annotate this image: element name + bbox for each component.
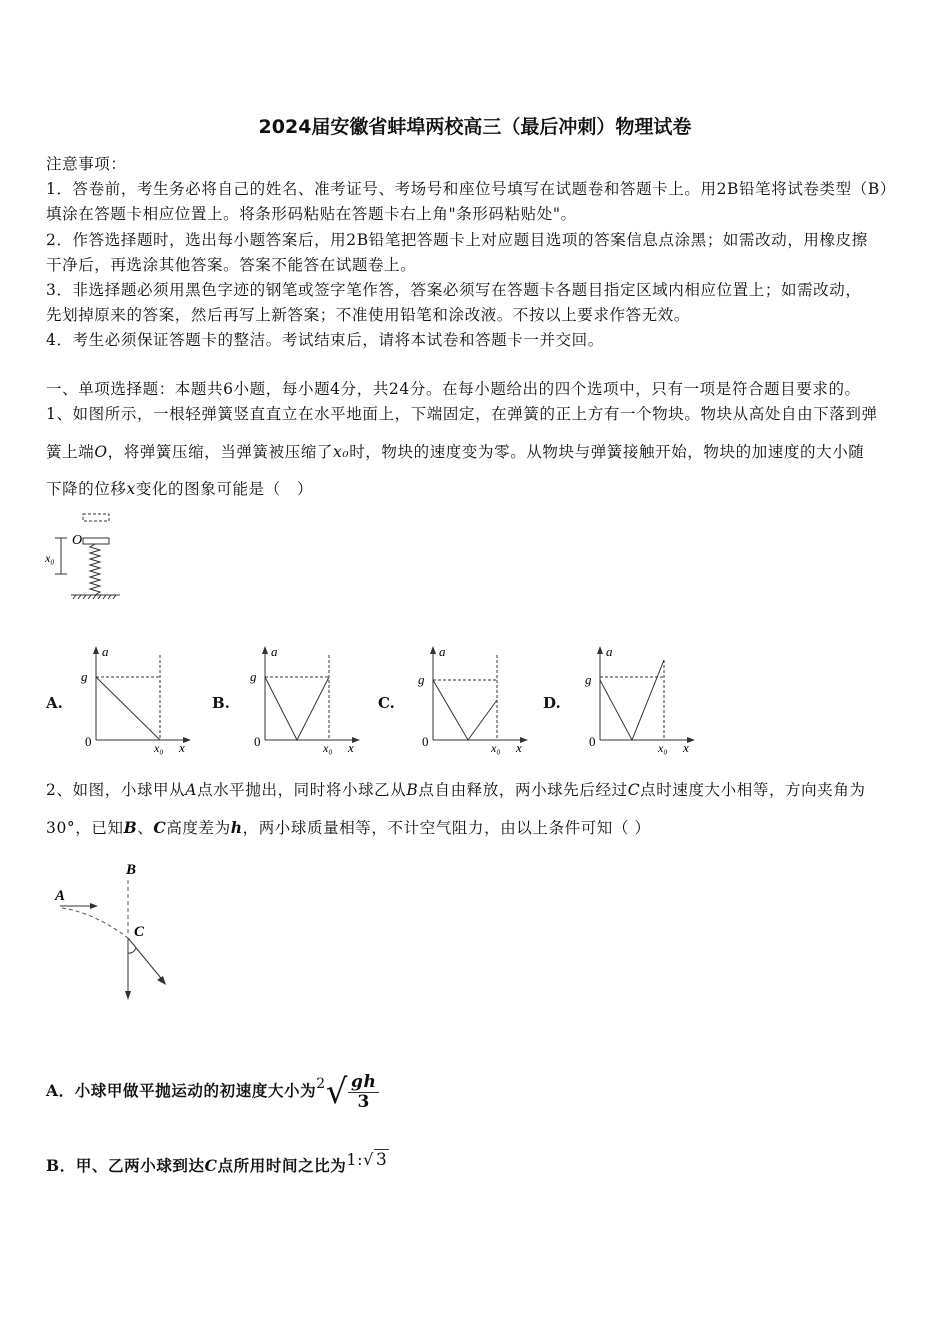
svg-text:x: x (683, 740, 689, 755)
q2-line1: 2、如图，小球甲从A点水平抛出，同时将小球乙从B点自由释放，两小球先后经过C点时速度大小相等，方向夹角为 (46, 781, 866, 799)
projectile-figure (50, 858, 180, 1008)
section-heading: 一、单项选择题：本题共6小题，每小题4分，共24分。在每小题给出的四个选项中，只有一项是符合题目要求的。 (46, 380, 861, 398)
option-d-label[interactable]: D. (543, 694, 561, 712)
svg-text:0: 0 (589, 734, 596, 749)
q1-line2: 簧上端O，将弹簧压缩，当弹簧被压缩了x₀时，物块的速度变为零。从物块与弹簧接触开始，物块的加速度的大小随 (46, 443, 865, 461)
svg-text:a: a (606, 644, 613, 659)
figure-label-B: B (126, 862, 137, 878)
svg-text:a: a (271, 644, 278, 659)
svg-text:a: a (439, 644, 446, 659)
notice-line: 1．答卷前，考生务必将自己的姓名、准考证号、考场号和座位号填写在试题卷和答题卡上。用2B铅笔将试卷类型（B） (46, 180, 896, 198)
page-title: 2024届安徽省蚌埠两校高三（最后冲刺）物理试卷 (258, 116, 692, 138)
svg-text:g: g (418, 672, 425, 687)
svg-text:g: g (250, 669, 257, 684)
axis-label-g: g (81, 669, 88, 684)
figure-label-x0: x₀ (45, 551, 55, 565)
option-c-label[interactable]: C. (378, 694, 395, 712)
notice-line: 3．非选择题必须用黑色字迹的钢笔或签字笔作答，答案必须写在答题卡各题目指定区域内相应位置上；如需改动， (46, 281, 862, 299)
figure-label-O: O (72, 533, 83, 548)
notice-heading: 注意事项： (46, 155, 127, 173)
notice-line: 4．考生必须保证答题卡的整洁。考试结束后，请将本试卷和答题卡一并交回。 (46, 331, 604, 349)
axis-label-x: x (179, 740, 185, 755)
notice-line: 填涂在答题卡相应位置上。将条形码粘贴在答题卡右上角"条形码粘贴处"。 (46, 205, 577, 223)
graph-option-a[interactable] (71, 640, 196, 755)
figure-label-C: C (134, 924, 145, 940)
option-a-label[interactable]: A. (46, 694, 63, 712)
svg-text:x: x (348, 740, 354, 755)
axis-label-zero: 0 (85, 734, 92, 749)
svg-text:x₀: x₀ (658, 741, 668, 755)
notice-line: 先划掉原来的答案，然后再写上新答案；不准使用铅笔和涂改液。不按以上要求作答无效。 (46, 306, 691, 324)
svg-text:g: g (585, 672, 592, 687)
q1-line3: 下降的位移x变化的图象可能是（ ） (46, 480, 313, 498)
axis-label-a: a (102, 644, 109, 659)
q1-line1: 1、如图所示，一根轻弹簧竖直直立在水平地面上，下端固定，在弹簧的正上方有一个物块。物块从高处自由下落到弹 (46, 405, 878, 423)
notice-line: 干净后，再选涂其他答案。答案不能答在试题卷上。 (46, 256, 417, 274)
graph-option-d[interactable] (575, 640, 700, 755)
figure-label-A: A (55, 888, 66, 904)
svg-text:0: 0 (422, 734, 429, 749)
q2-option-a[interactable]: A．小球甲做平抛运动的初速度大小为2√ $\frac{gh}{3}$ (46, 1072, 379, 1112)
q2-line2: 30°，已知B、C高度差为h，两小球质量相等，不计空气阻力，由以上条件可知（ ） (46, 818, 651, 837)
spring-figure (45, 508, 125, 608)
graph-option-c[interactable] (408, 640, 533, 755)
svg-text:0: 0 (254, 734, 261, 749)
svg-text:x: x (516, 740, 522, 755)
q2-option-b[interactable]: B．甲、乙两小球到达C点所用时间之比为1:√ 3 (46, 1150, 388, 1175)
notice-line: 2．作答选择题时，选出每小题答案后，用2B铅笔把答题卡上对应题目选项的答案信息点涂黑；如需改动，用橡皮擦 (46, 231, 868, 249)
graph-option-b[interactable] (240, 640, 365, 755)
axis-label-x0: x₀ (154, 741, 164, 755)
svg-text:x₀: x₀ (323, 741, 333, 755)
option-b-label[interactable]: B. (212, 694, 230, 712)
svg-text:x₀: x₀ (491, 741, 501, 755)
